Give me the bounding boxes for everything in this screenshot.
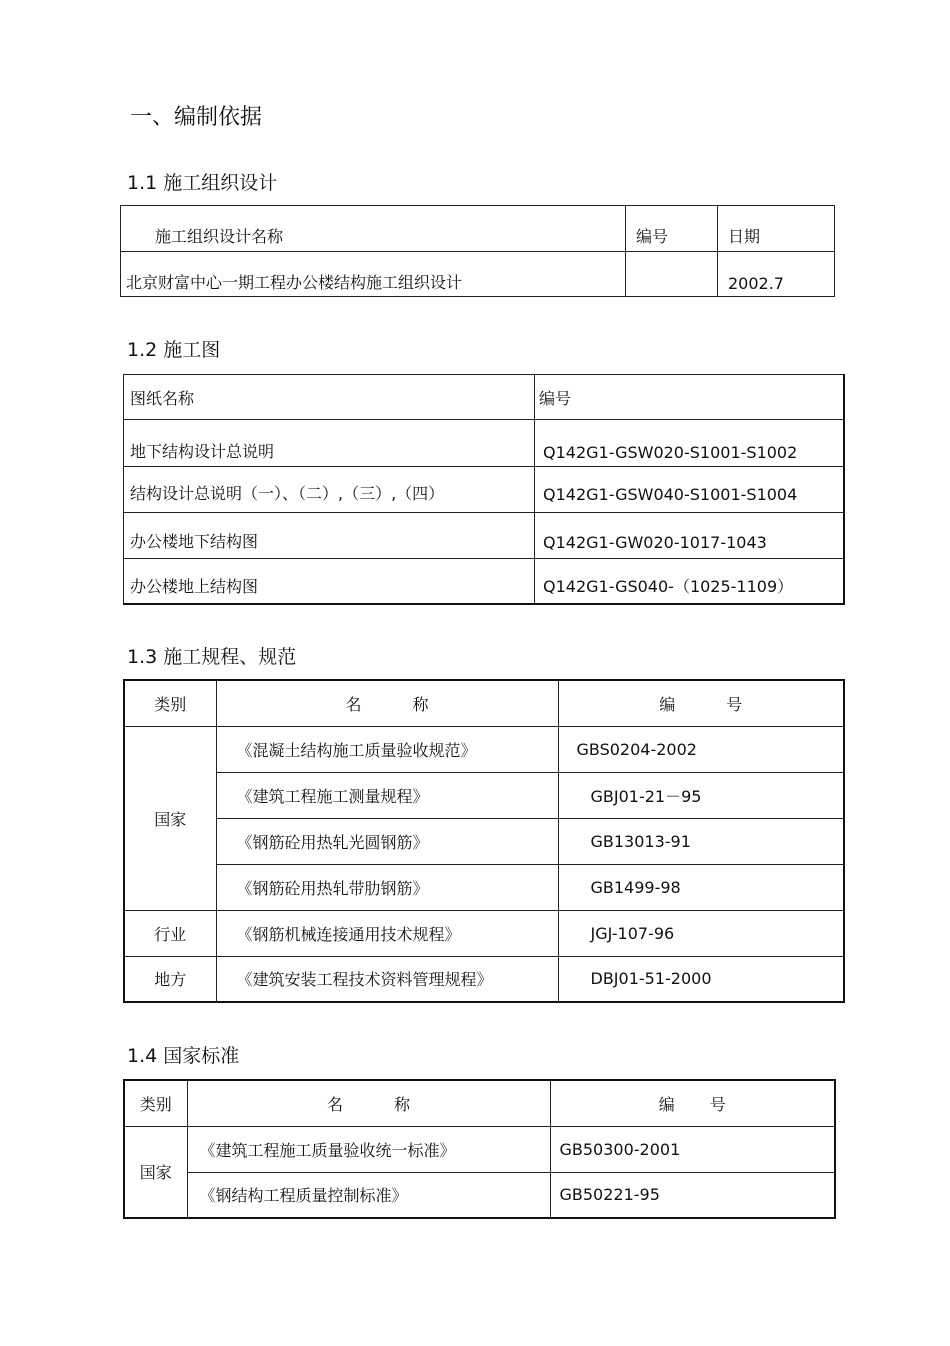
table-cell: 地下结构设计总说明 [124, 420, 535, 467]
page-title: 一、编制依据 [130, 105, 263, 130]
category-cell: 国家 [124, 726, 216, 910]
table-cell: 《钢筋机械连接通用技术规程》 [216, 910, 558, 956]
table-cell: Q142G1-GS040-（1025-1109） [535, 559, 844, 604]
header-cell: 日期 [718, 206, 835, 252]
table-cell: 《建筑工程施工测量规程》 [216, 772, 558, 818]
table-cell: 北京财富中心一期工程办公楼结构施工组织设计 [121, 252, 626, 297]
table-cell: Q142G1-GSW020-S1001-S1002 [535, 420, 844, 467]
table-cell: 办公楼地下结构图 [124, 513, 535, 559]
table-cell: GBJ01-21－95 [558, 772, 844, 818]
table-cell: 《建筑安装工程技术资料管理规程》 [216, 956, 558, 1002]
section-title-1-4: 1.4 国家标准 [127, 1045, 240, 1067]
org-design-table [120, 205, 835, 297]
table-cell: Q142G1-GW020-1017-1043 [535, 513, 844, 559]
header-cell: 编 号 [550, 1080, 835, 1126]
drawings-table [123, 374, 845, 605]
table-cell: 《混凝土结构施工质量验收规范》 [216, 726, 558, 772]
section-title-1-1: 1.1 施工组织设计 [127, 172, 278, 194]
header-cell: 名 称 [187, 1080, 550, 1126]
table-cell: GB13013-91 [558, 818, 844, 864]
national-standards-table [123, 1079, 836, 1219]
section-title-1-2: 1.2 施工图 [127, 339, 221, 361]
header-cell: 图纸名称 [124, 375, 535, 420]
table-cell: Q142G1-GSW040-S1001-S1004 [535, 467, 844, 513]
table-cell [626, 252, 718, 297]
header-cell: 类别 [124, 1080, 187, 1126]
table-cell: DBJ01-51-2000 [558, 956, 844, 1002]
table-cell: 《钢结构工程质量控制标准》 [187, 1172, 550, 1218]
table-cell: 结构设计总说明（一）、（二）,（三）,（四） [124, 467, 535, 513]
table-cell: JGJ-107-96 [558, 910, 844, 956]
table-cell: GB50300-2001 [550, 1126, 835, 1172]
header-cell: 编号 [626, 206, 718, 252]
section-title-1-3: 1.3 施工规程、规范 [127, 646, 297, 668]
header-cell: 编号 [535, 375, 844, 420]
table-cell: GBS0204-2002 [558, 726, 844, 772]
table-cell: GB50221-95 [550, 1172, 835, 1218]
table-cell: 办公楼地上结构图 [124, 559, 535, 604]
category-cell: 行业 [124, 910, 216, 956]
category-cell: 国家 [124, 1126, 187, 1218]
table-cell: GB1499-98 [558, 864, 844, 910]
table-cell: 2002.7 [718, 252, 835, 297]
standards-table [123, 679, 845, 1003]
table-cell: 《钢筋砼用热轧光圆钢筋》 [216, 818, 558, 864]
category-cell: 地方 [124, 956, 216, 1002]
header-cell: 施工组织设计名称 [121, 206, 626, 252]
header-cell: 编 号 [558, 680, 844, 726]
header-cell: 名 称 [216, 680, 558, 726]
header-cell: 类别 [124, 680, 216, 726]
table-cell: 《钢筋砼用热轧带肋钢筋》 [216, 864, 558, 910]
table-cell: 《建筑工程施工质量验收统一标准》 [187, 1126, 550, 1172]
